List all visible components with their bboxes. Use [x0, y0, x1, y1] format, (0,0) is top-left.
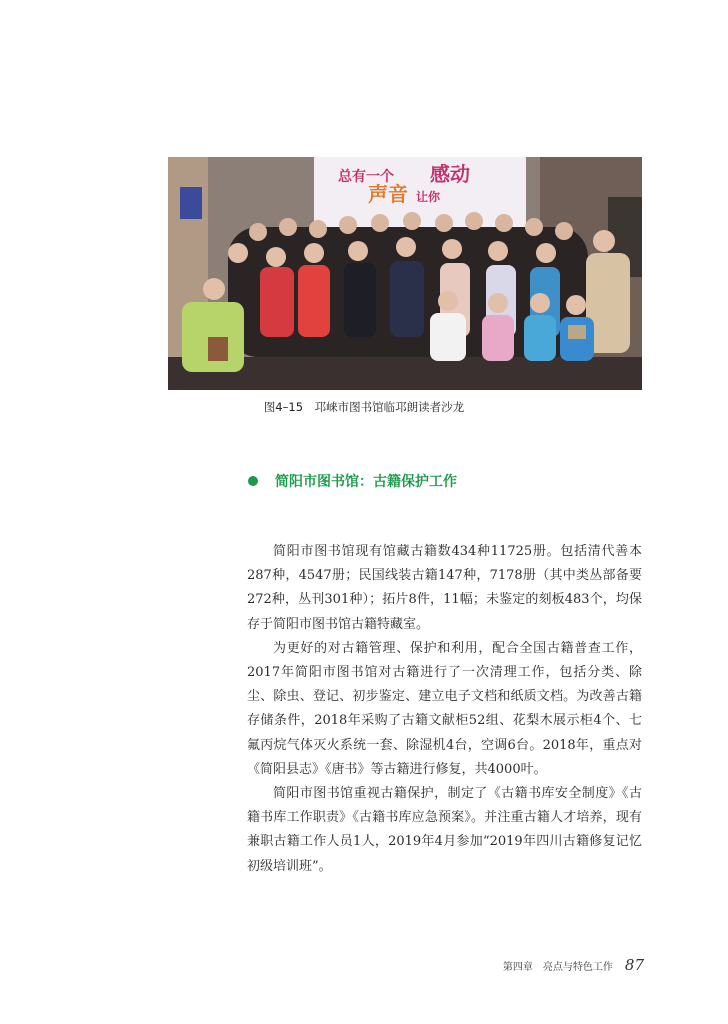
chapter-label: 第四章 亮点与特色工作 [502, 962, 613, 973]
paragraph: 简阳市图书馆现有馆藏古籍数434种11725册。包括清代善本287种，4547册；民国线装古籍147种，7178册（其中类丛部备要272种，丛刊301种）；拓片8件，11幅；未鉴定的刻板483个，均保存于简阳市图书馆古籍特藏室。 [247, 544, 642, 632]
crowd [182, 212, 630, 372]
banner-line2: 声音 [368, 182, 408, 206]
paragraph: 为更好的对古籍管理、保护和利用，配合全国古籍普查工作，2017年简阳市图书馆对古籍进行了一次清理工作，包括分类、除尘、除虫、登记、初步鉴定、建立电子文档和纸质文档。为改善古籍存储条件，2018年采购了古籍文献柜52组、花梨木展示柜4个、七氟丙烷气体灭火系统一套、除湿机4台，空调6台。2018年，重点对《简阳县志》《唐书》等古籍进行修复，共4000叶。 [247, 640, 642, 777]
body-text [247, 540, 642, 879]
wall-poster [180, 187, 202, 219]
banner-line1b: 感动 [430, 162, 470, 186]
figure-caption [0, 399, 728, 415]
section-heading [248, 471, 457, 491]
page-footer [503, 956, 644, 974]
paragraph: 简阳市图书馆重视古籍保护，制定了《古籍书库安全制度》《古籍书库工作职责》《古籍书库应急预案》。并注重古籍人才培养，现有兼职古籍工作人员1人，2019年4月参加“2019年四川古籍修复记忆初级培训班”。 [247, 786, 642, 874]
banner-line2b: 让你 [416, 190, 441, 204]
figure-text: 邛崃市图书馆临邛朗读者沙龙 [314, 400, 465, 414]
group-photo [168, 157, 642, 390]
section-title: 简阳市图书馆：古籍保护工作 [275, 474, 457, 490]
banner-line1: 总有一个 [338, 169, 394, 185]
bullet-icon [248, 476, 258, 486]
figure-number: 图4–15 [263, 400, 304, 414]
page-number: 87 [624, 956, 644, 974]
